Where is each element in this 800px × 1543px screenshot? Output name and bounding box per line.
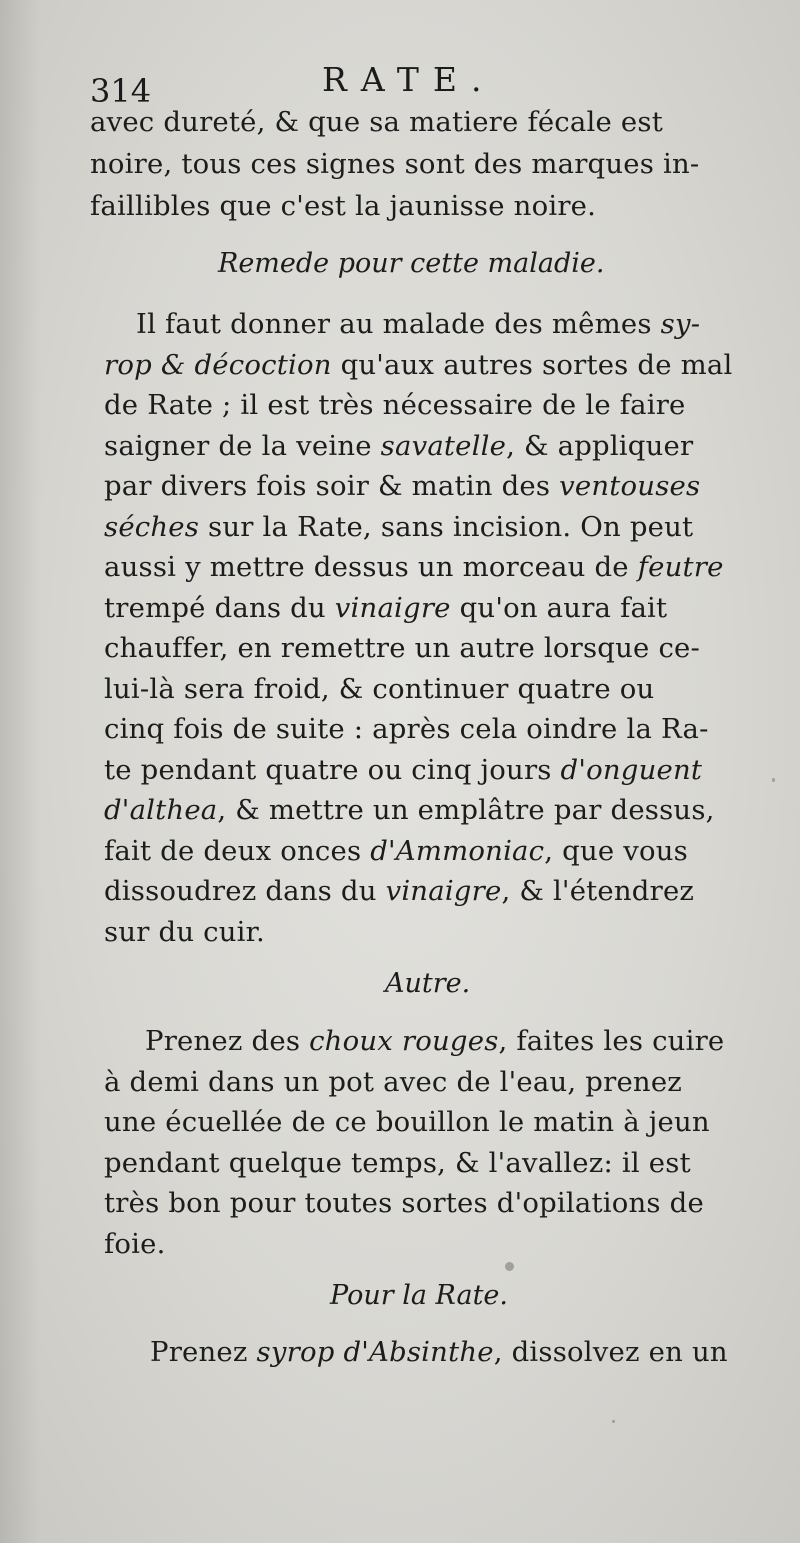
text-run: chauffer, en remettre un autre lorsque ce- (104, 632, 701, 664)
text-run: sur du cuir. (104, 915, 265, 948)
text-run: qu'on aura fait (450, 591, 668, 624)
text-run: , & appliquer (506, 429, 694, 462)
text-line (104, 835, 688, 867)
section-heading: Pour la Rate. (330, 1280, 508, 1311)
italic-term: syrop d'Absinthe (256, 1336, 494, 1368)
text-line (104, 511, 693, 543)
italic-term: d'Ammoniac (370, 834, 545, 867)
italic-term: d'onguent (560, 753, 703, 786)
text-line (104, 551, 724, 583)
text-run: par divers fois soir & matin des (104, 470, 560, 502)
text-run: saigner de la veine (104, 429, 381, 462)
italic-term: rop & décoction (104, 348, 332, 381)
text-line (104, 673, 654, 705)
section-heading: Autre. (385, 968, 471, 999)
italic-term: vinaigre (385, 875, 502, 907)
text-run: , dissolvez en un (493, 1336, 728, 1368)
text-run: , faites les cuire (498, 1025, 725, 1057)
text-line (104, 875, 694, 907)
text-run: Il faut donner au malade des mêmes (136, 308, 661, 340)
text-run: , & l'étendrez (501, 875, 695, 907)
text-line: faillibles que c'est la jaunisse noire. (90, 190, 597, 222)
text-line (104, 349, 733, 381)
text-line (136, 308, 700, 340)
text-run: une écuellée de ce bouillon le matin à jeun (104, 1106, 710, 1138)
text-run: Prenez (150, 1336, 257, 1368)
text-line (104, 1187, 704, 1219)
text-line (104, 430, 693, 462)
text-line (104, 916, 265, 948)
text-line (104, 592, 667, 624)
text-run: trempé dans du (104, 591, 335, 624)
text-line (104, 794, 715, 826)
paper-speck (772, 778, 775, 782)
italic-term: feutre (637, 551, 724, 583)
italic-term: sy- (660, 308, 701, 340)
text-run: , & mettre un emplâtre par dessus, (217, 794, 715, 826)
text-run: te pendant quatre ou cinq jours (104, 753, 561, 786)
text-run: très bon pour toutes sortes d'opilations de (104, 1187, 704, 1219)
text-run: qu'aux autres sortes de mal (331, 348, 733, 381)
italic-term: vinaigre (334, 591, 451, 624)
text-line (145, 1025, 724, 1057)
section-heading: Remede pour cette maladie. (218, 248, 605, 279)
text-line (104, 389, 686, 421)
page-header (90, 60, 780, 110)
text-run: fait de deux onces (104, 834, 371, 867)
italic-term: savatelle (380, 429, 507, 462)
text-run: aussi y mettre dessus un morceau de (104, 551, 638, 583)
text-line (104, 1066, 682, 1098)
text-line (104, 754, 702, 786)
text-line (104, 1228, 166, 1260)
text-run: dissoudrez dans du (104, 875, 386, 907)
text-line (104, 632, 700, 664)
text-line (104, 713, 709, 745)
text-run: à demi dans un pot avec de l'eau, prenez (104, 1065, 682, 1098)
text-line: noire, tous ces signes sont des marques in- (90, 148, 700, 180)
text-run: cinq fois de suite : après cela oindre la Ra- (104, 713, 709, 745)
page-number: 314 (90, 72, 152, 110)
text-line (150, 1336, 728, 1368)
page-edge-shadow (0, 0, 40, 1543)
text-run: sur la Rate, sans incision. On peut (199, 510, 694, 543)
text-line (104, 470, 700, 502)
text-line (104, 1147, 691, 1179)
text-run: lui-là sera froid, & continuer quatre ou (104, 672, 655, 705)
text-run: de Rate ; il est très nécessaire de le faire (104, 389, 686, 421)
italic-term: choux rouges (309, 1025, 499, 1057)
italic-term: d'althea (104, 794, 218, 826)
italic-term: ventouses (559, 470, 701, 502)
running-head: RATE. (322, 60, 496, 99)
text-run: Prenez des (145, 1025, 310, 1057)
text-run: pendant quelque temps, & l'avallez: il est (104, 1146, 691, 1179)
paper-speck (505, 1262, 514, 1271)
text-run: , que vous (544, 834, 688, 867)
text-line: avec dureté, & que sa matiere fécale est (90, 106, 663, 138)
italic-term: séches (104, 510, 200, 543)
text-run: foie. (104, 1227, 166, 1260)
text-line (104, 1106, 710, 1138)
paper-speck (612, 1420, 615, 1423)
